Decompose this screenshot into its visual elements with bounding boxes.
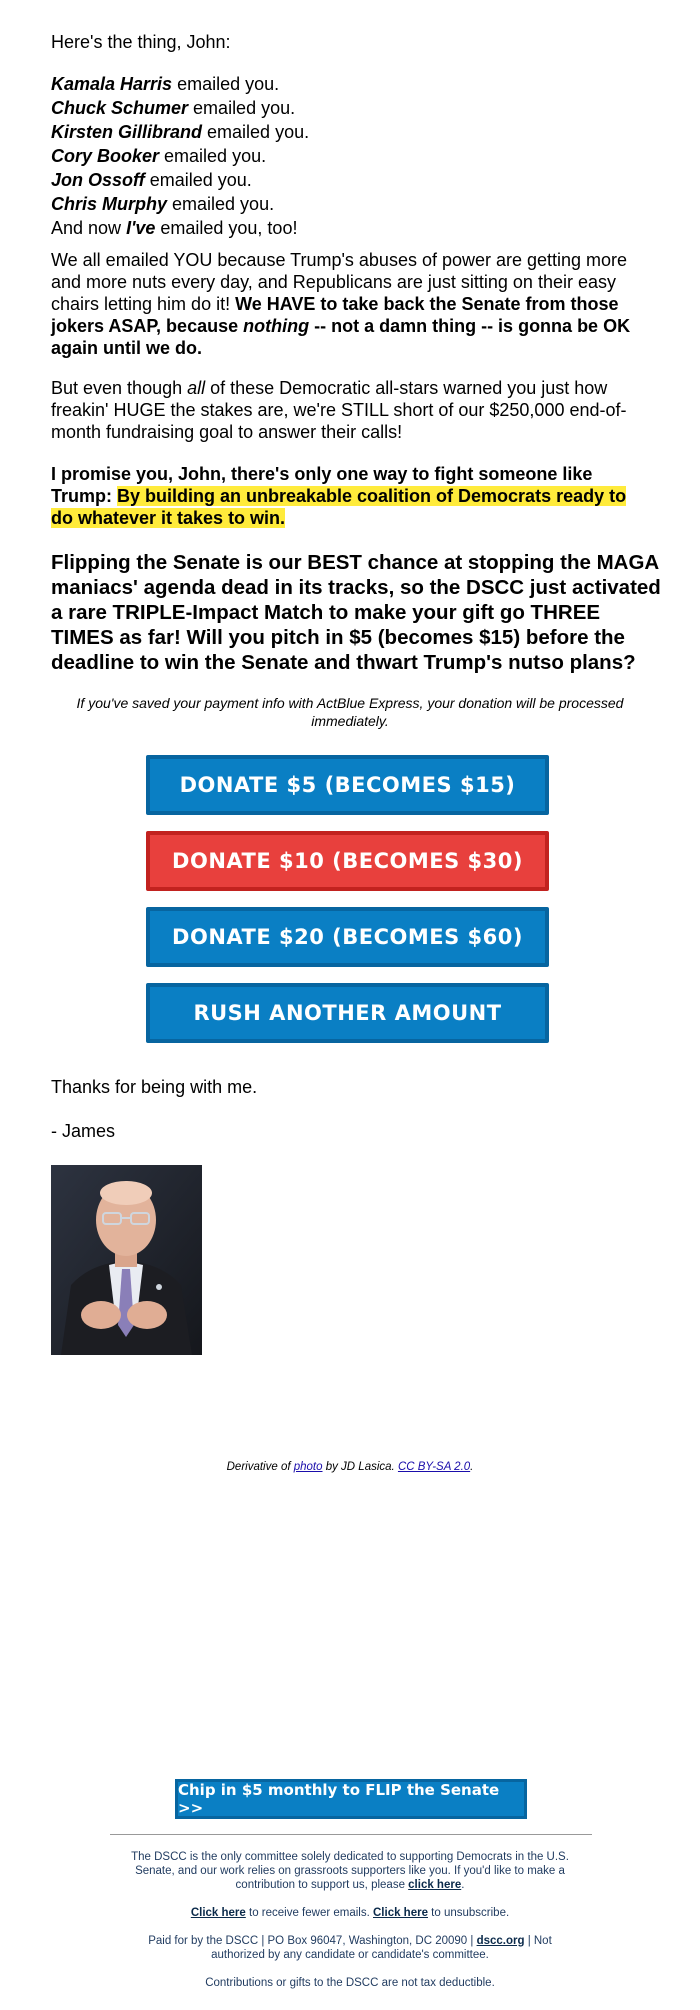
greeting: Here's the thing, John: [51,32,231,52]
signature: - James [51,1121,116,1141]
headline-ask: Flipping the Senate is our BEST chance at stopping the MAGA maniacs' agenda dead in its tracks, so the DSCC just activated a rare TRIPLE-Impact Match to make your gift go THREE TIMES as far! Will you pitch in $5 (becomes $15) before the deadline to win the Senate and thwart Trump's nutso plans? [51,551,661,674]
thanks-text: Thanks for being with me. [51,1077,258,1097]
and-now-line [51,216,309,240]
para-text: But even though [51,378,188,398]
para-italic: all [187,378,206,398]
emailer-suffix: emailed you. [188,98,296,118]
unsubscribe-link[interactable]: Click here [373,1907,428,1919]
and-now-suffix: emailed you, too! [155,218,298,238]
highlighted-text: By building an unbreakable coalition of Democrats ready to do whatever it takes to win. [51,486,627,528]
emailer-suffix: emailed you. [144,170,252,190]
credit-text: by JD Lasica. [322,1461,398,1473]
list-item [51,144,309,168]
emailer-suffix: emailed you. [167,194,275,214]
list-item [51,192,309,216]
footer-email-prefs [120,1906,580,1920]
footer-text: to unsubscribe. [427,1907,510,1919]
fewer-emails-link[interactable]: Click here [190,1907,246,1919]
emailer-name: Kirsten Gillibrand [51,122,203,142]
emailer-name: Chris Murphy [51,194,168,214]
footer-text: Paid for by the DSCC | PO Box 96047, Washington, DC 20090 | [148,1935,477,1947]
james-photo [51,1165,202,1355]
footer-text: to receive fewer emails. [245,1907,373,1919]
photo-link[interactable]: photo [293,1461,323,1473]
footer-text: | Not authorized by any candidate or candidate's committee. [211,1935,552,1961]
photo-credit [0,1461,700,1473]
dscc-site-link[interactable]: dscc.org [476,1935,525,1947]
emailer-suffix: emailed you. [202,122,310,142]
emailer-suffix: emailed you. [172,74,280,94]
rush-another-amount-button[interactable]: RUSH ANOTHER AMOUNT [146,983,549,1043]
para-bold-italic: nothing [243,316,310,336]
list-item [51,72,309,96]
footer-text: . [461,1879,465,1891]
emailer-name: Kamala Harris [51,74,173,94]
and-now-prefix: And now [51,218,127,238]
footer-text: The DSCC is the only committee solely dedicated to supporting Democrats in the U.S. Senate, and our work relies on grassroots supporters like you. If you'd like to make a contribution to support us, please [131,1851,569,1891]
footer-about [120,1850,580,1892]
para-bold: We HAVE to take back the Senate from those jokers ASAP, because [51,294,619,336]
paragraph-promise [51,463,651,529]
para-text: We all emailed YOU because Trump's abuses of power are getting more and more nuts every day, and Republicans are just sitting on their easy chairs letting him do it! [51,250,628,314]
license-link[interactable]: CC BY-SA 2.0 [397,1461,471,1473]
list-item [51,168,309,192]
emailer-name: Cory Booker [51,146,160,166]
emailer-suffix: emailed you. [159,146,267,166]
actblue-express-note: If you've saved your payment info with ActBlue Express, your donation will be processed immediately. [76,695,624,729]
footer-divider [110,1834,592,1835]
emailers-list [51,72,309,240]
emailer-name: Jon Ossoff [51,170,145,190]
and-now-emph: I've [126,218,156,238]
donate-5-button[interactable]: DONATE $5 (BECOMES $15) [146,755,549,815]
emailer-name: Chuck Schumer [51,98,189,118]
para-text: I promise you, John, there's only one way to fight someone like Trump: [51,464,593,506]
footer-tax-note: Contributions or gifts to the DSCC are not tax deductible. [205,1977,495,1989]
portrait-image [51,1165,202,1355]
paragraph-stakes [51,377,651,443]
list-item [51,96,309,120]
donate-20-button[interactable]: DONATE $20 (BECOMES $60) [146,907,549,967]
footer-paid-for [120,1934,580,1962]
credit-text: . [470,1461,474,1473]
monthly-donate-button[interactable]: Chip in $5 monthly to FLIP the Senate >> [175,1779,527,1819]
credit-text: Derivative of [226,1461,294,1473]
contribute-link[interactable]: click here [408,1879,462,1891]
donate-10-button[interactable]: DONATE $10 (BECOMES $30) [146,831,549,891]
paragraph-emailed [51,249,651,359]
para-bold: -- not a damn thing -- is gonna be OK again until we do. [51,316,631,358]
list-item [51,120,309,144]
para-text: of these Democratic all-stars warned you just how freakin' HUGE the stakes are, we're STILL short of our $250,000 end-of-month fundraising goal to answer their calls! [51,378,627,442]
